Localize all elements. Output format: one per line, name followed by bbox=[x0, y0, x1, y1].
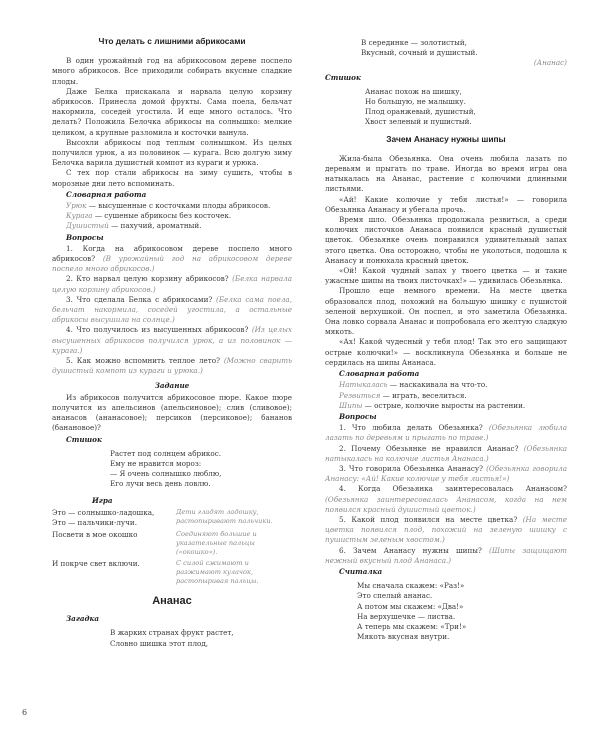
question-item: 3. Что сделала Белка с абрикосами? (Белка сама поела, бельчат накормила, соседей угостила, а остальные абрикосы высушила на солнце.) bbox=[52, 294, 292, 325]
pineapple-riddle-cont bbox=[361, 38, 567, 69]
spikes-paragraph: «Ай! Какие колючие у тебя листья!» — говорила Обезьянка Ананасу и убегала прочь. bbox=[325, 194, 567, 214]
counting-heading: Считалка bbox=[339, 566, 383, 576]
poem-line: Хвост зеленый и пушистый. bbox=[365, 117, 472, 127]
spikes-paragraph: «Ах! Какой чудесный у тебя плод! Так это его защищают острые колючки!» — воскликнула Обезьянка и больше не сердилась на шипы Ананаса. bbox=[325, 337, 567, 367]
left-column bbox=[52, 30, 292, 655]
game-row: Это — пальчики-лучи. bbox=[52, 517, 137, 527]
poem-line: Растет под солнцем абрикос. bbox=[110, 448, 222, 458]
game-row: Посвети в мое окошко Соединяют большие и указательные пальцы («окошко»). bbox=[52, 529, 257, 556]
question-item: 2. Почему Обезьянке не нравился Ананас? (Обезьянка натыкалась на колючие листья Ананаса.) bbox=[325, 443, 567, 463]
counting-line: А теперь мы скажем: «Три!» bbox=[357, 621, 467, 631]
apricots-poem-heading: Стишок bbox=[66, 434, 102, 444]
spikes-title: Зачем Ананасу нужны шипы bbox=[386, 133, 506, 144]
counting-line: Это спелый ананас. bbox=[357, 591, 433, 601]
apricots-task-text: Из абрикосов получится абрикосовое пюре. Какое пюре получится из апельсинов (апельсиновое); слив (сливовое); ананасов (ананасовое); персиков (персиковое); бананов (банановое)? bbox=[52, 392, 292, 433]
riddle-answer: (Ананас) bbox=[533, 58, 567, 68]
question-item: 2. Кто нарвал целую корзину абрикосов? (Белка нарвала целую корзину абрикосов.) bbox=[52, 274, 292, 294]
poem-line: Его лучи весь день ловлю. bbox=[110, 479, 211, 489]
spikes-paragraph: Прошло еще немного времени. На месте цветка образовался плод, похожий на большую шишку с пушистой зеленой верхушкой. Он поспел, и это заметила Обезьянка. Она ловко сорвала Ананас и попробовала его желтую сладкую мякоть. bbox=[325, 286, 567, 337]
counting-line: На верхушечке — листва. bbox=[357, 611, 456, 621]
poem-line: — Я очень солнышко люблю, bbox=[110, 469, 222, 479]
vocab-item: Резвиться — играть, веселиться. bbox=[339, 390, 467, 400]
apricots-paragraph: Высохли абрикосы под теплым солнышком. Из целых получился урюк, а из половинок — курага. Всю долгую зиму Белочка варила душистый компот из кураги и урюка. bbox=[52, 137, 292, 168]
vocab-item: Душистый — пахучий, ароматный. bbox=[66, 221, 202, 231]
counting-line: А потом мы скажем: «Два!» bbox=[357, 601, 464, 611]
question-item: 6. Зачем Ананасу нужны шипы? (Шипы защищают нежный вкусный плод Ананаса.) bbox=[325, 545, 567, 565]
question-item: 3. Что говорила Обезьянка Ананасу? (Обезьянка говорила Ананасу: «Ай! Какие колючие у тебя листья!») bbox=[325, 463, 567, 484]
riddle-line: В серединке — золотистый, bbox=[361, 38, 467, 47]
pineapple-title: Ананас bbox=[152, 594, 192, 607]
counting-line: Мякоть вкусная внутри. bbox=[357, 632, 450, 642]
question-item: 5. Как можно вспомнить теплое лето? (Можно сварить душистый компот из кураги и урюка.) bbox=[52, 356, 292, 376]
apricots-paragraph: Даже Белка прискакала и нарвала целую корзину абрикосов. Принесла домой фрукты. Сама поела, бельчат накормила, соседей угостила. И еще много осталось. Что делать? Положила Белочка абрикосы на солнышко: мелкие целиком, а крупные разломила и косточки вынула. bbox=[52, 86, 292, 137]
counting-rhyme bbox=[357, 581, 567, 642]
spikes-questions-heading: Вопросы bbox=[339, 411, 377, 421]
question-item: 1. Когда на абрикосовом дереве поспело много абрикосов? (В урожайный год на абрикосовом дереве поспело много абрикосов.) bbox=[52, 243, 292, 274]
apricots-paragraph: В один урожайный год на абрикосовом дереве поспело много абрикосов. Все приходили собирать вкусные сладкие плоды. bbox=[52, 56, 292, 86]
game-row: Это — солнышко-ладошка, Дети гладят ладошку, растопыривают пальчики. bbox=[52, 507, 273, 525]
question-item: 4. Что получилось из высушенных абрикосов? (Из целых высушенных абрикосов получился урюк, а из половинок — курага.) bbox=[52, 325, 293, 355]
poem-line: Но большую, не малышку. bbox=[365, 97, 466, 107]
spikes-paragraph: Жила-была Обезьянка. Она очень любила лазать по деревьям и прыгать по траве. Иногда во время игры она натыкалась на Ананас, растение с колючими длинными листьями. bbox=[325, 153, 567, 194]
question-item: 4. Когда Обезьянка заинтересовалась Ананасом? (Обезьянка заинтересовалась Ананасом, когда на нем появился красный душистый цветок.) bbox=[325, 484, 567, 514]
poem-line: Ему не нравится мороз: bbox=[110, 458, 202, 468]
apricots-game-heading: Игра bbox=[92, 495, 113, 505]
pineapple-riddle-heading: Загадка bbox=[66, 614, 100, 624]
apricots-paragraph: С тех пор стали абрикосы на зиму сушить, чтобы в морозные дни лето вспоминать. bbox=[52, 168, 292, 188]
pineapple-poem bbox=[365, 87, 567, 128]
game-row: И покрче свет включи. С силой сжимают и разжимают кулачок, растопыривая пальцы. bbox=[52, 558, 259, 585]
riddle-line: Словно шишка этот плод, bbox=[110, 638, 209, 648]
poem-line: Плод оранжевый, душистый, bbox=[365, 107, 476, 117]
riddle-line: В жарких странах фрукт растет, bbox=[110, 628, 234, 638]
spikes-paragraph: «Ой! Какой чудный запах у твоего цветка — и такие ужасные шипы на твоих листочках!» — удивилась Обезьянка. bbox=[325, 266, 567, 286]
right-column bbox=[325, 38, 567, 648]
vocab-item: Курага — сушеные абрикосы без косточек. bbox=[66, 211, 232, 221]
vocab-item: Шипы — острые, колючие выросты на растении. bbox=[339, 400, 526, 410]
vocab-item: Натыкалась — наскакивала на что-то. bbox=[339, 380, 488, 390]
spikes-vocab-heading: Словарная работа bbox=[339, 369, 420, 379]
apricots-vocab-heading: Словарная работа bbox=[66, 189, 147, 199]
page-number: 6 bbox=[22, 708, 28, 717]
spikes-paragraph: Время шло. Обезьянка продолжала резвиться, а среди колючих листочков Ананаса появился красный душистый цветок. Обезьянке очень понравился удивительный запах этого цветка. Она осторожно, чтобы не уколоться, подошла к Ананасу и понюхала красный цветок. bbox=[325, 215, 567, 265]
apricots-questions-heading: Вопросы bbox=[66, 232, 104, 242]
pineapple-riddle bbox=[110, 628, 292, 648]
counting-line: Мы сначала скажем: «Раз!» bbox=[357, 581, 465, 591]
question-item: 5. Какой плод появился на месте цветка? (На месте цветка появился плод, похожий на зеленую шишку с пушистым зеленым хвостом.) bbox=[325, 514, 567, 545]
vocab-item: Урюк — высушенные с косточками плоды абрикосов. bbox=[66, 201, 271, 211]
apricots-task-heading: Задание bbox=[154, 380, 190, 390]
apricots-poem bbox=[110, 449, 292, 490]
poem-line: Ананас похож на шишку, bbox=[365, 86, 462, 96]
apricots-title: Что делать с лишними абрикосами bbox=[98, 36, 246, 46]
question-item: 1. Что любила делать Обезьянка? (Обезьянка любила лазать по деревьям и прыгать по траве.) bbox=[325, 423, 567, 443]
pineapple-poem-heading: Стишок bbox=[325, 72, 361, 82]
riddle-line: Вкусный, сочный и душистый. bbox=[361, 48, 478, 58]
